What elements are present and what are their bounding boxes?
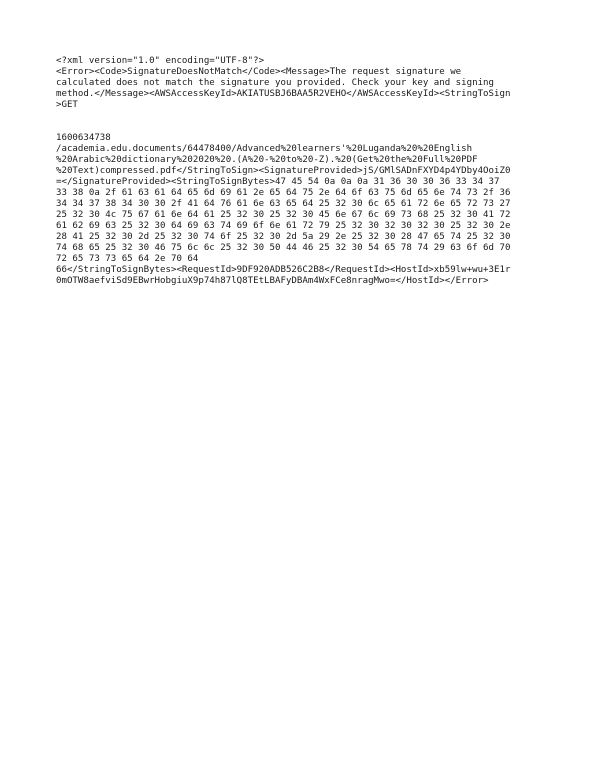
string-to-sign-bytes-line: 28 41 25 32 30 2d 25 32 30 74 6f 25 32 30 2d 5a 29 2e 25 32 30 28 47 65 74 25 32 30: [56, 232, 511, 242]
access-key-line: method.</Message><AWSAccessKeyId>AKIATUSBJ6BAA5R2VEHO</AWSAccessKeyId><StringToSign: [56, 89, 511, 99]
error-code-line: <Error><Code>SignatureDoesNotMatch</Code><Message>The request signature we: [56, 67, 462, 77]
string-to-sign-bytes-line: 33 38 0a 2f 61 63 61 64 65 6d 69 61 2e 65 64 75 2e 64 6f 63 75 6d 65 6e 74 73 2f 36: [56, 188, 511, 198]
timestamp-line: 1600634738: [56, 133, 111, 143]
string-to-sign-bytes-line: 74 68 65 25 32 30 46 75 6c 6c 25 32 30 50 44 46 25 32 30 54 65 78 74 29 63 6f 6d 70: [56, 243, 511, 253]
resource-path-line: %20Arabic%20dictionary%202020%20.(A%20-%20to%20-Z).%20(Get%20the%20Full%20PDF: [56, 155, 478, 165]
string-to-sign-bytes-line: 25 32 30 4c 75 67 61 6e 64 61 25 32 30 25 32 30 45 6e 67 6c 69 73 68 25 32 30 41 72: [56, 210, 511, 220]
blank-line: [56, 111, 556, 122]
string-to-sign-bytes-line: =</SignatureProvided><StringToSignBytes>47 45 54 0a 0a 0a 31 36 30 30 36 33 34 37: [56, 177, 500, 187]
resource-path-line: /academia.edu.documents/64478400/Advanced%20learners'%20Luganda%20%20English: [56, 144, 473, 154]
xml-declaration-line: <?xml version="1.0" encoding="UTF-8"?>: [56, 56, 265, 66]
string-to-sign-bytes-line: 72 65 73 73 65 64 2e 70 64: [56, 254, 199, 264]
string-to-sign-bytes-line: 61 62 69 63 25 32 30 64 69 63 74 69 6f 6e 61 72 79 25 32 30 32 30 32 30 25 32 30 2e: [56, 221, 511, 231]
xml-error-document: [56, 56, 556, 287]
blank-line: [56, 122, 556, 133]
string-to-sign-bytes-line: 34 34 37 38 34 30 30 2f 41 64 76 61 6e 63 65 64 25 32 30 6c 65 61 72 6e 65 72 73 27: [56, 199, 511, 209]
request-id-line: 66</StringToSignBytes><RequestId>9DF920ADB526C2B8</RequestId><HostId>xb59lw+wu+3E1r: [56, 265, 511, 275]
string-to-sign-method-line: >GET: [56, 100, 78, 110]
host-id-line: 0mOTW8aefviSd9EBwrHobgiuX9p74h87lQ8TEtLBAFyDBAm4WxFCe8nragMwo=</HostId></Error>: [56, 276, 489, 286]
error-message-line: calculated does not match the signature you provided. Check your key and signing: [56, 78, 494, 88]
signature-provided-line: %20Text)compressed.pdf</StringToSign><SignatureProvided>jS/GMlSADnFXYD4p4YDby4OoiZ0: [56, 166, 511, 176]
